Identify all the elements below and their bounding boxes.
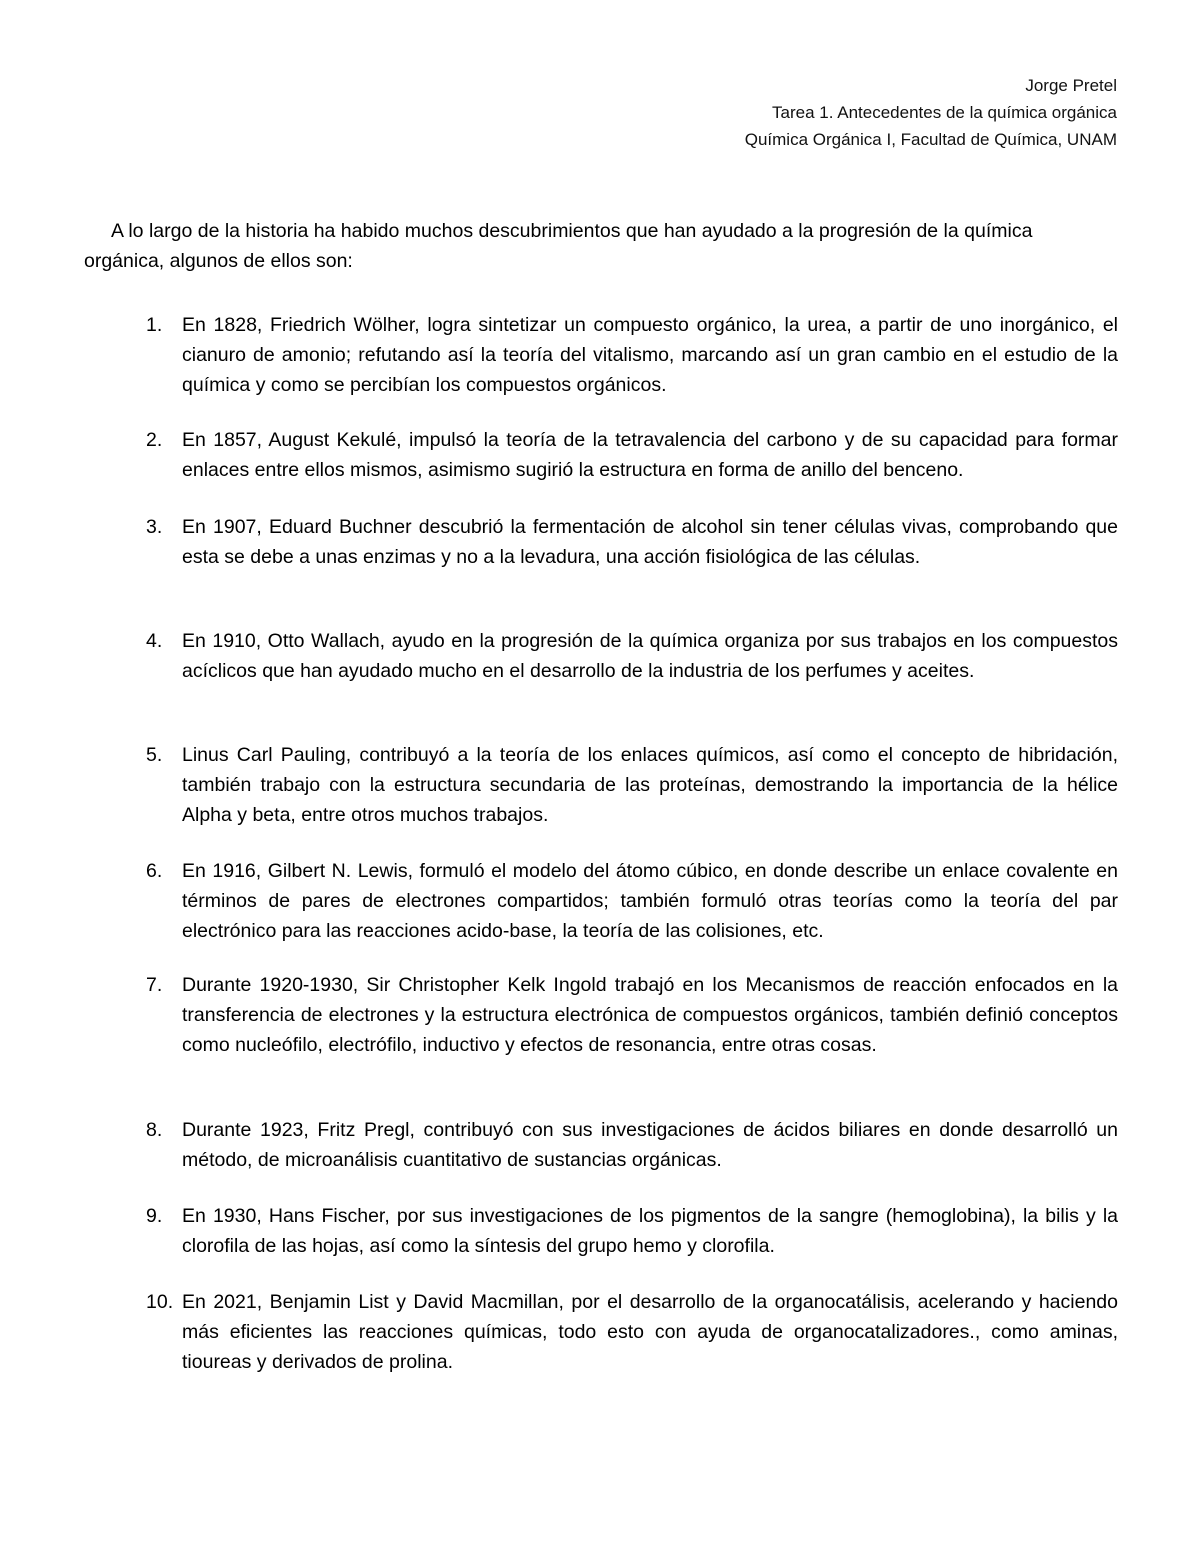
course-info: Química Orgánica I, Facultad de Química, UNAM	[744, 130, 1117, 149]
list-item-number: 1.	[146, 314, 163, 336]
document-header	[745, 72, 1117, 153]
list-item-number: 4.	[146, 630, 163, 652]
list-item-number: 5.	[146, 744, 163, 766]
list-item-text: Durante 1920-1930, Sir Christopher Kelk Ingold trabajó en los Mecanismos de reacción enfocados en la transferencia de electrones y la estructura electrónica de compuestos orgánicos, también definió conceptos como nucleófilo, electrófilo, inductivo y efectos de resonancia, entre otras cosas.	[182, 974, 1118, 1056]
list-item-text: En 1857, August Kekulé, impulsó la teoría de la tetravalencia del carbono y de su capacidad para formar enlaces entre ellos mismos, asimismo sugirió la estructura en forma de anillo del benceno.	[182, 429, 1118, 481]
list-item-text: En 2021, Benjamin List y David Macmillan, por el desarrollo de la organocatálisis, acelerando y haciendo más eficientes las reacciones químicas, todo esto con ayuda de organocatalizadores., como aminas, tioureas y derivados de prolina.	[182, 1291, 1118, 1373]
list-item-text: En 1910, Otto Wallach, ayudo en la progresión de la química organiza por sus trabajos en los compuestos acíclicos que han ayudado mucho en el desarrollo de la industria de los perfumes y aceites.	[182, 630, 1118, 682]
list-item-number: 8.	[146, 1119, 163, 1141]
list-item-number: 2.	[146, 429, 163, 451]
intro-paragraph: A lo largo de la historia ha habido muchos descubrimientos que han ayudado a la progresión de la química orgánica, algunos de ellos son:	[84, 219, 1033, 272]
list-item-text: En 1916, Gilbert N. Lewis, formuló el modelo del átomo cúbico, en donde describe un enlace covalente en términos de pares de electrones compartidos; también formuló otras teorías como la teoría del par electrónico para las reacciones acido-base, la teoría de las colisiones, etc.	[182, 860, 1118, 942]
list-item-text: En 1828, Friedrich Wölher, logra sintetizar un compuesto orgánico, la urea, a partir de uno inorgánico, el cianuro de amonio; refutando así la teoría del vitalismo, marcando así un gran cambio en el estudio de la química y como se percibían los compuestos orgánicos.	[182, 314, 1118, 396]
author-name: Jorge Pretel	[1025, 76, 1117, 95]
list-item-number: 9.	[146, 1205, 163, 1227]
list-item-text: Linus Carl Pauling, contribuyó a la teoría de los enlaces químicos, así como el concepto de hibridación, también trabajo con la estructura secundaria de las proteínas, demostrando la importancia de la hélice Alpha y beta, entre otros muchos trabajos.	[182, 744, 1118, 826]
list-item-number: 6.	[146, 860, 163, 882]
list-item-text: Durante 1923, Fritz Pregl, contribuyó con sus investigaciones de ácidos biliares en donde desarrolló un método, de microanálisis cuantitativo de sustancias orgánicas.	[182, 1119, 1118, 1171]
list-item-number: 7.	[146, 974, 163, 996]
list-item-number: 3.	[146, 516, 163, 538]
list-item-text: En 1907, Eduard Buchner descubrió la fermentación de alcohol sin tener células vivas, comprobando que esta se debe a unas enzimas y no a la levadura, una acción fisiológica de las células.	[182, 516, 1118, 568]
list-item-text: En 1930, Hans Fischer, por sus investigaciones de los pigmentos de la sangre (hemoglobina), la bilis y la clorofila de las hojas, así como la síntesis del grupo hemo y clorofila.	[182, 1205, 1118, 1257]
list-item-number: 10.	[146, 1291, 174, 1313]
assignment-title: Tarea 1. Antecedentes de la química orgánica	[772, 103, 1117, 122]
